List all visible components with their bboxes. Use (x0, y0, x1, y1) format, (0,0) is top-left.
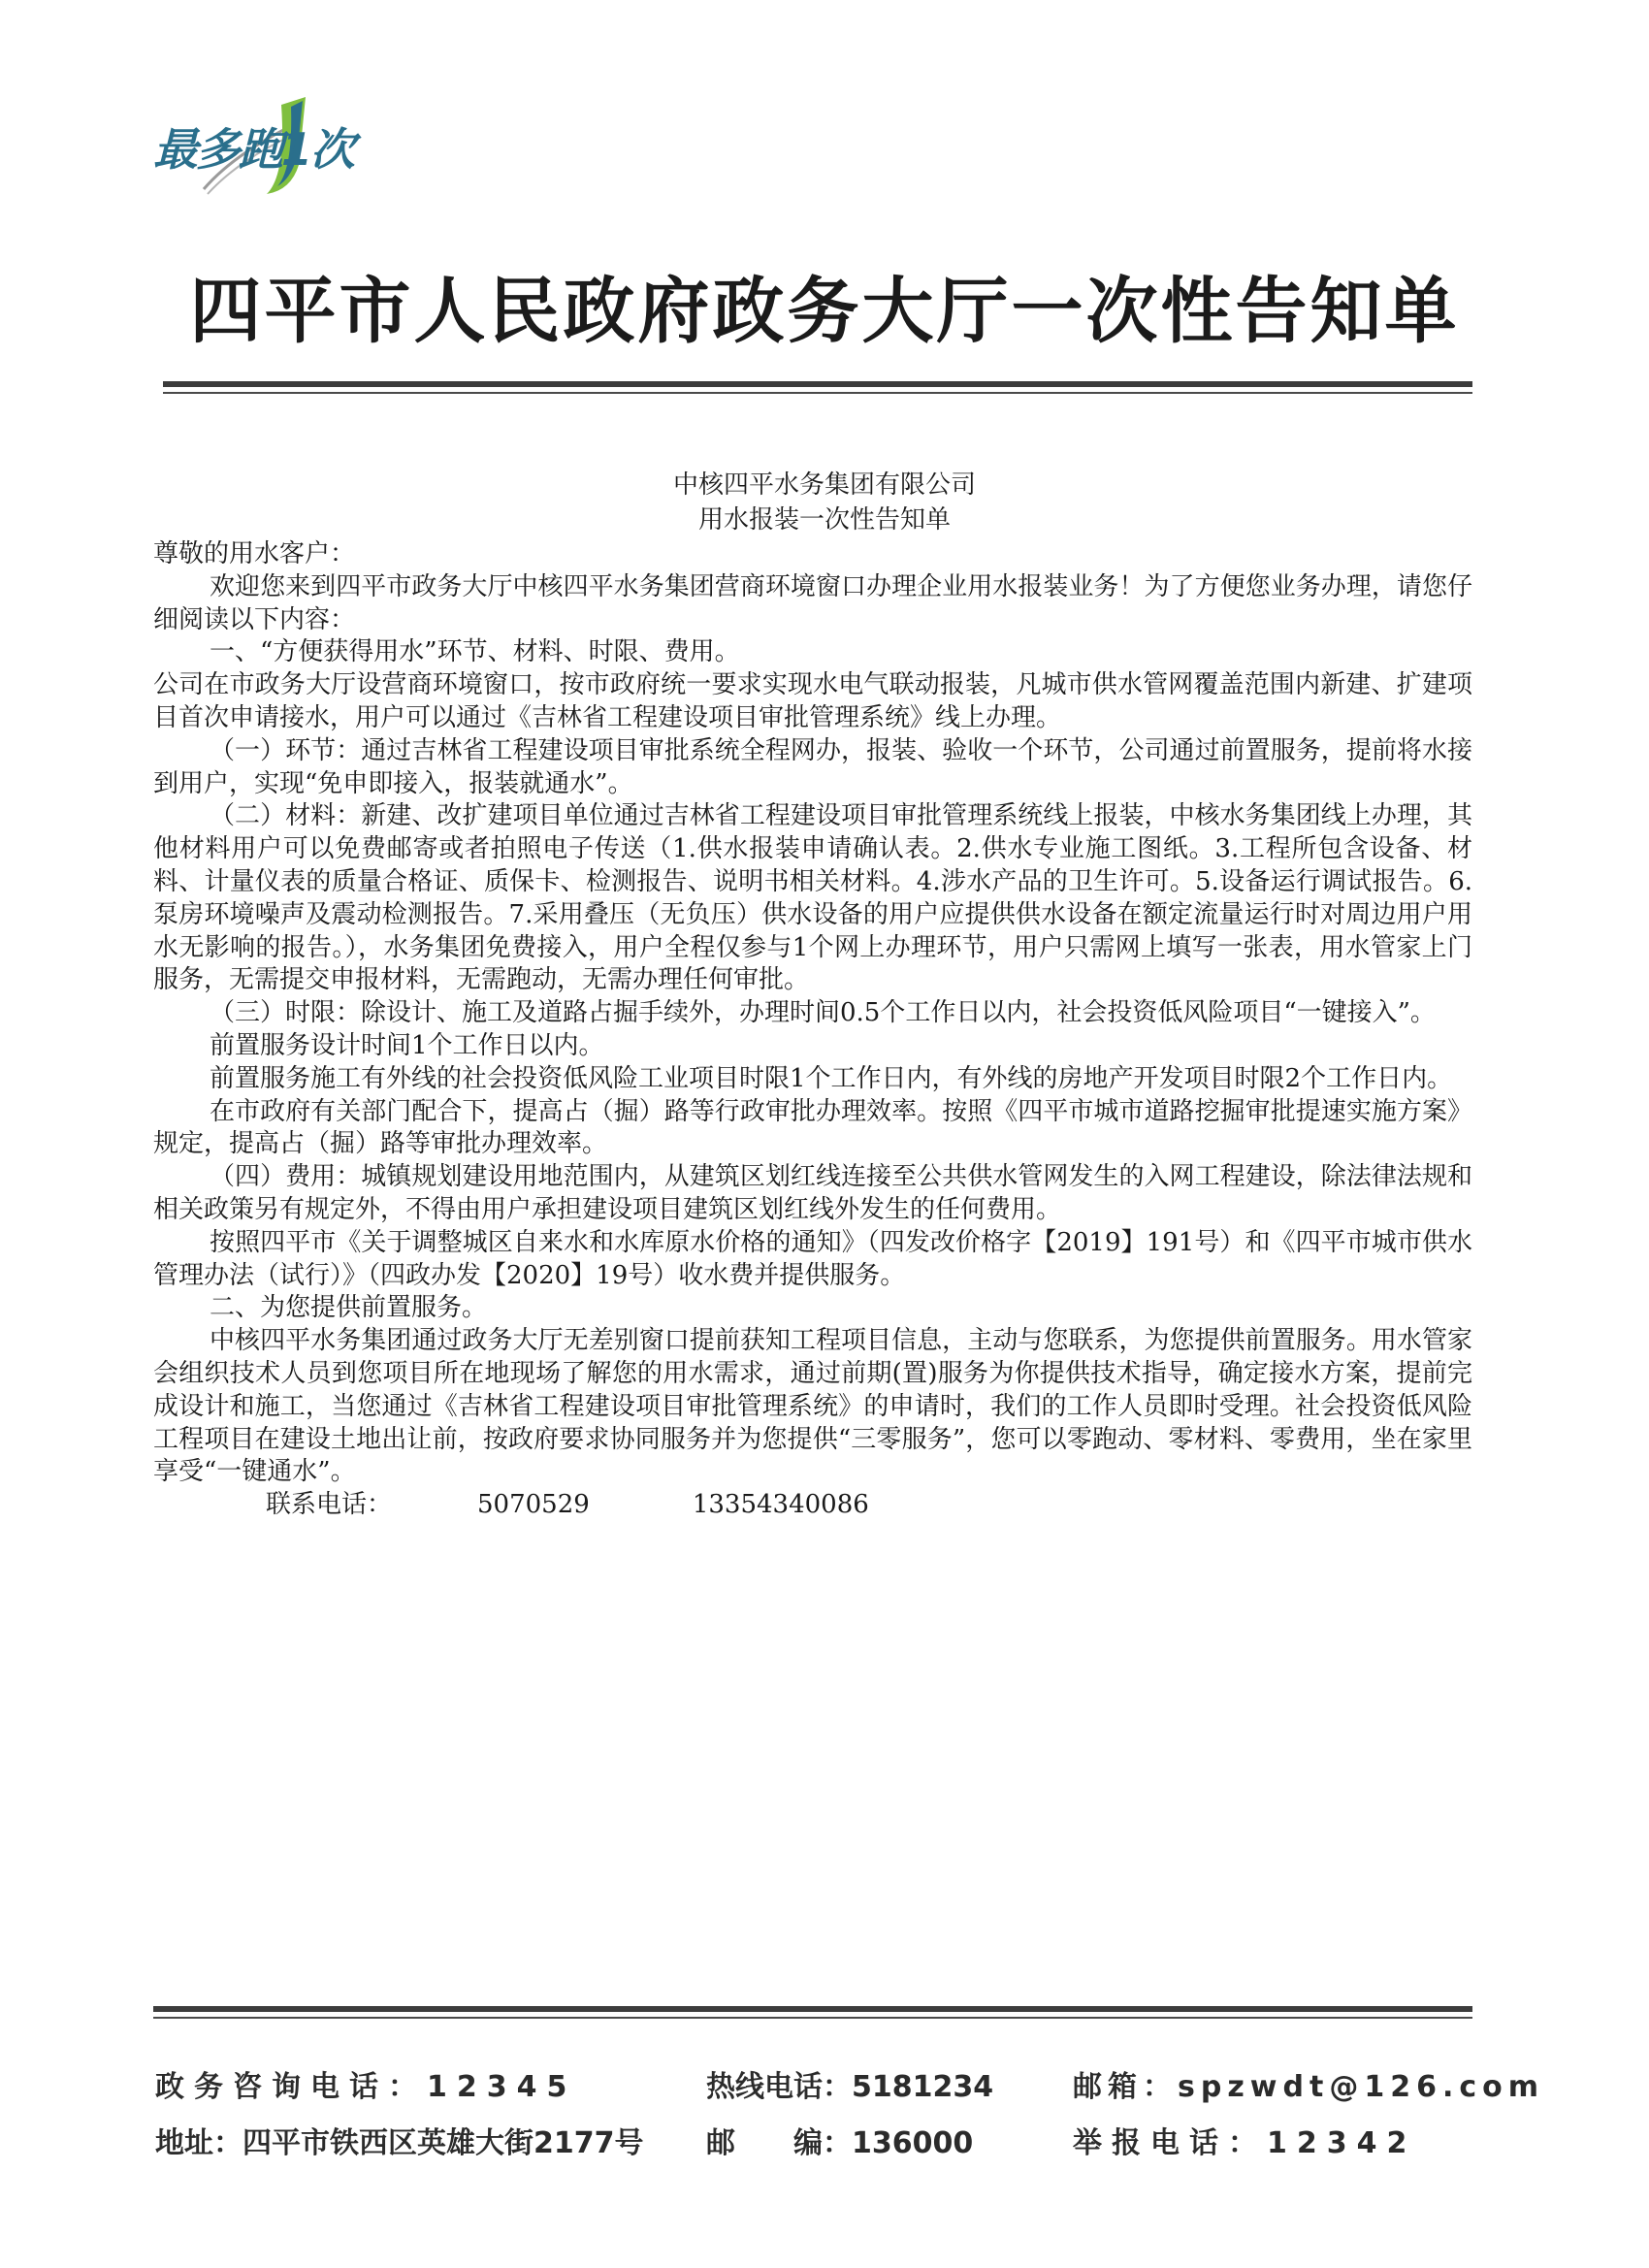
contact-line (153, 1489, 1472, 1522)
notice-body (153, 538, 1472, 1522)
consult-phone: 政务咨询电话：12345 (155, 2070, 577, 2104)
salutation: 尊敬的用水客户： (153, 539, 356, 568)
footer-row-2 (0, 2119, 1649, 2160)
hotline: 热线电话：5181234 (706, 2070, 994, 2104)
paragraph: （二）材料：新建、改扩建项目单位通过吉林省工程建设项目审批管理系统线上报装，中核水务集团线上办理，其他材料用户可以免费邮寄或者拍照电子传送（1.供水报装申请确认表。2.供水专业施工图纸。3.工程所包含设备、材料、计量仪表的质量合格证、质保卡、检测报告、说明书相关材料。4.涉水产品的卫生许可。5.设备运行调试报告。6.泵房环境噪声及震动检测报告。7.采用叠压（无负压）供水设备的用户应提供供水设备在额定流量运行时对周边用户用水无影响的报告。），水务集团免费接入，用户全程仅参与1个网上办理环节，用户只需网上填写一张表，用水管家上门服务，无需提交申报材料，无需跑动，无需办理任何审批。 (153, 801, 1472, 995)
logo-text: 最多跑1次 (153, 123, 354, 176)
paragraph: 前置服务施工有外线的社会投资低风险工业项目时限1个工作日内，有外线的房地产开发项目时限2个工作日内。 (210, 1063, 1453, 1093)
paragraph: （四）费用：城镇规划建设用地范围内，从建筑区划红线连接至公共供水管网发生的入网工程建设，除法律法规和相关政策另有规定外，不得由用户承担建设项目建筑区划红线外发生的任何费用。 (153, 1162, 1472, 1224)
paragraph: （一）环节：通过吉林省工程建设项目审批系统全程网办，报装、验收一个环节，公司通过前置服务，提前将水接到用户，实现“免申即接入，报装就通水”。 (153, 735, 1472, 798)
paragraph: 公司在市政务大厅设营商环境窗口，按市政府统一要求实现水电气联动报装，凡城市供水管网覆盖范围内新建、扩建项目首次申请接水，用户可以通过《吉林省工程建设项目审批管理系统》线上办理。 (153, 670, 1472, 732)
paragraph: 前置服务设计时间1个工作日以内。 (210, 1030, 604, 1060)
footer-row-1 (0, 2062, 1649, 2104)
logo (146, 97, 388, 204)
postcode: 邮 编：136000 (706, 2126, 974, 2160)
notice-org: 中核四平水务集团有限公司 (672, 470, 976, 500)
footer-divider (153, 2006, 1472, 2019)
contact-label: 联系电话： (266, 1490, 393, 1520)
paragraph: 按照四平市《关于调整城区自来水和水库原水价格的通知》（四发改价格字【2019】191号）和《四平市城市供水管理办法（试行）》（四政办发【2020】19号）收水费并提供服务。 (153, 1227, 1472, 1290)
email: 邮箱：spzwdt@126.com (1073, 2070, 1544, 2104)
paragraph: 中核四平水务集团通过政务大厅无差别窗口提前获知工程项目信息，主动与您联系，为您提供前置服务。用水管家会组织技术人员到您项目所在地现场了解您的用水需求，通过前期(置)服务为你提供技术指导，确定接水方案，提前完成设计和施工，当您通过《吉林省工程建设项目审批管理系统》的申请时，我们的工作人员即时受理。社会投资低风险工程项目在建设土地出让前，按政府要求协同服务并为您提供“三零服务”，您可以零跑动、零材料、零费用，坐在家里享受“一键通水”。 (153, 1326, 1472, 1487)
contact-phone-1: 5070529 (477, 1490, 590, 1520)
paragraph: 欢迎您来到四平市政务大厅中核四平水务集团营商环境窗口办理企业用水报装业务！为了方便您业务办理，请您仔细阅读以下内容： (153, 571, 1472, 634)
section-heading-2: 二、为您提供前置服务。 (210, 1293, 488, 1323)
report-phone: 举报电话：12342 (1073, 2126, 1417, 2160)
notice-subtitle: 用水报装一次性告知单 (697, 505, 951, 535)
header-divider (163, 381, 1472, 394)
contact-phone-2: 13354340086 (692, 1490, 869, 1520)
paragraph: （三）时限：除设计、施工及道路占掘手续外，办理时间0.5个工作日以内，社会投资低风险项目“一键接入”。 (210, 998, 1436, 1028)
address: 地址：四平市铁西区英雄大街2177号 (155, 2126, 644, 2160)
page-title: 四平市人民政府政务大厅一次性告知单 (189, 270, 1460, 353)
section-heading-1: 一、“方便获得用水”环节、材料、时限、费用。 (210, 637, 740, 667)
paragraph: 在市政府有关部门配合下，提高占（掘）路等行政审批办理效率。按照《四平市城市道路挖掘审批提速实施方案》规定，提高占（掘）路等审批办理效率。 (153, 1096, 1472, 1159)
